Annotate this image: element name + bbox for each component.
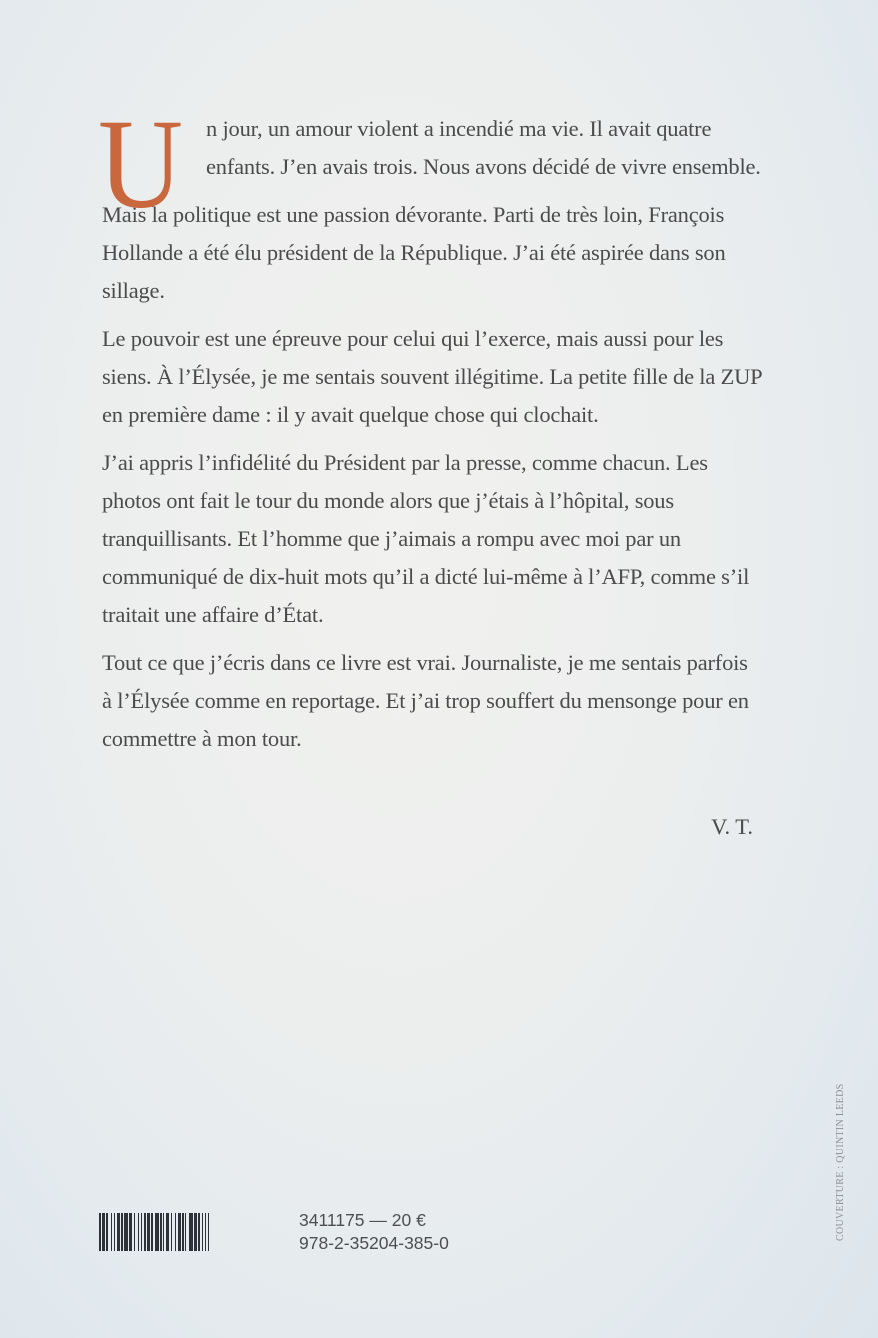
blurb-paragraph-4: J’ai appris l’infidélité du Président par la presse, comme chacun. Les photos ont fait le tour du monde alors que j’étais à l’hôpital, sous tranquillisants. Et l’homme que j’aimais a rompu avec moi par un communiqué de dix-huit mots qu’il a dicté lui-même à l’AFP, comme s’il traitait une affaire d’État. xyxy=(102,450,750,627)
drop-cap-letter: U xyxy=(98,93,183,235)
blurb-paragraph-2: Mais la politique est une passion dévorante. Parti de très loin, François Hollande a été élu président de la République. J’ai été aspirée dans son sillage. xyxy=(102,202,726,303)
barcode-icon xyxy=(99,1213,283,1251)
blurb-text xyxy=(98,93,762,768)
paragraph-1-text: n jour, un amour violent a incendié ma vie. Il avait quatre enfants. J’en avais trois. Nous avons décidé de vivre ensemble. xyxy=(206,116,761,179)
isbn-number: 978-2-35204-385-0 xyxy=(299,1233,449,1253)
author-initials: V. T. xyxy=(711,814,753,839)
barcode-area xyxy=(99,1210,449,1255)
blurb-paragraph-3: Le pouvoir est une épreuve pour celui qui l’exerce, mais aussi pour les siens. À l’Élysée, je me sentais souvent illégitime. La petite fille de la ZUP en première dame : il y avait quelque chose qui clochait. xyxy=(102,326,762,427)
product-code-price: 3411175 — 20 € xyxy=(299,1210,426,1230)
cover-credit: COUVERTURE : QUINTIN LEEDS xyxy=(835,1083,846,1242)
blurb-paragraph-1 xyxy=(98,93,762,235)
barcode-info xyxy=(299,1209,449,1255)
blurb-paragraph-5: Tout ce que j’écris dans ce livre est vrai. Journaliste, je me sentais parfois à l’Élysée comme en reportage. Et j’ai trop souffert du mensonge pour en commettre à mon tour. xyxy=(102,650,749,751)
